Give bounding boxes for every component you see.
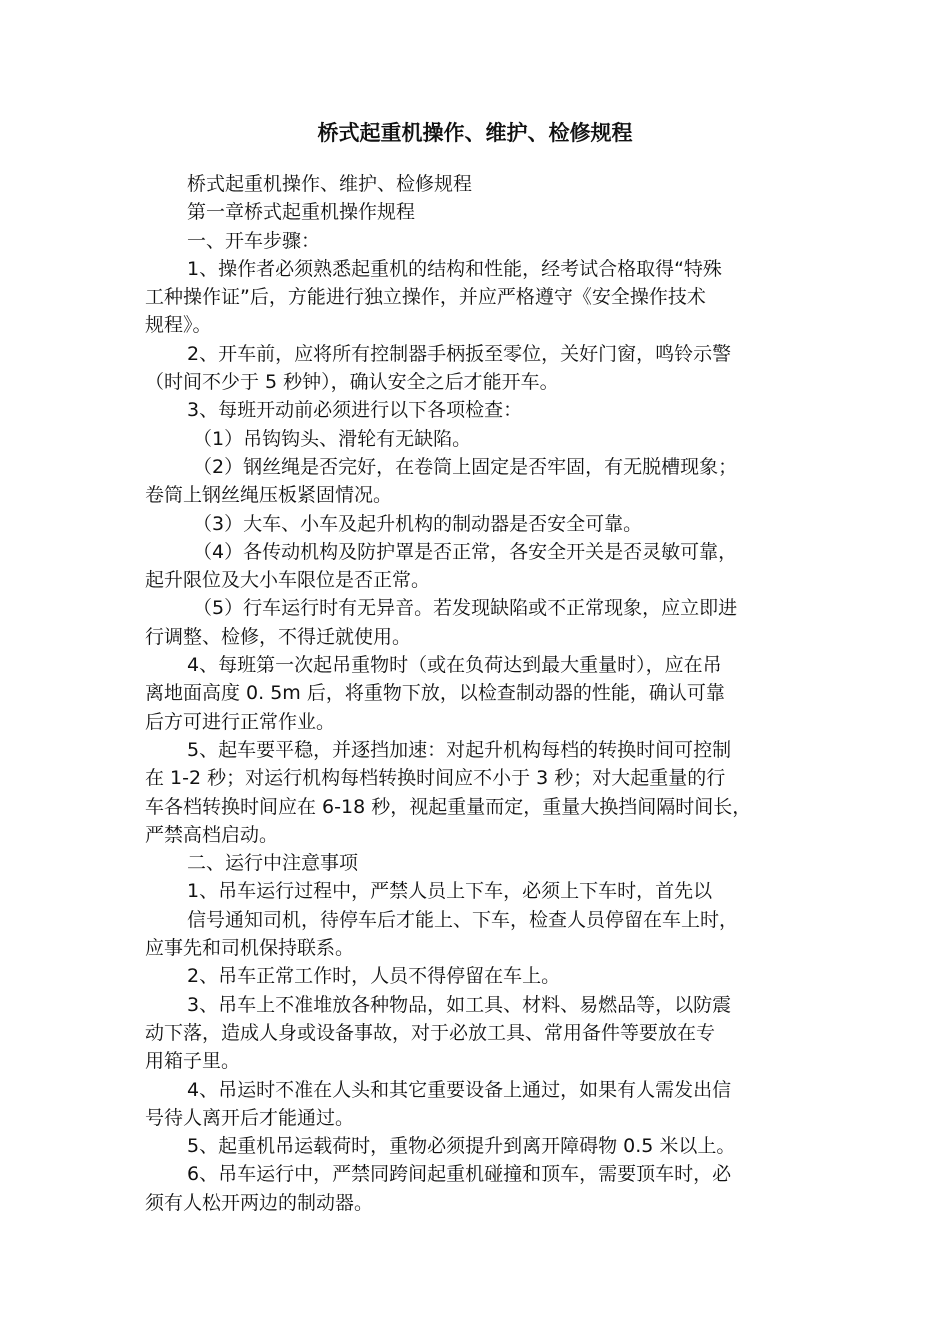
text-line: （时间不少于 5 秒钟），确认安全之后才能开车。 — [145, 371, 559, 394]
text-line: 车各档转换时间应在 6-18 秒，视起重量而定，重量大换挡间隔时间长， — [145, 795, 752, 818]
text-line: 4、每班第一次起吊重物时（或在负荷达到最大重量时），应在吊 — [187, 654, 722, 677]
text-line: 后方可进行正常作业。 — [145, 710, 336, 733]
text-line: 第一章桥式起重机操作规程 — [187, 201, 416, 224]
text-line: 一、开车步骤： — [187, 229, 321, 252]
text-line: 规程》。 — [145, 314, 212, 337]
text-line: 1、吊车运行过程中，严禁人员上下车，必须上下车时，首先以 — [187, 880, 713, 903]
text-line: 4、吊运时不准在人头和其它重要设备上通过，如果有人需发出信 — [187, 1078, 732, 1101]
text-line: 动下落，造成人身或设备事故，对于必放工具、常用备件等要放在专 — [145, 1021, 716, 1044]
text-line: 信号通知司机，待停车后才能上、下车，检查人员停留在车上时， — [187, 908, 739, 931]
text-line: 严禁高档启动。 — [145, 823, 279, 846]
text-line: （1）吊钩钩头、滑轮有无缺陷。 — [193, 427, 472, 450]
text-line: 用箱子里。 — [145, 1050, 241, 1073]
text-line: （4）各传动机构及防护罩是否正常，各安全开关是否灵敏可靠， — [193, 540, 738, 563]
text-line: 工种操作证”后，方能进行独立操作，并应严格遵守《安全操作技术 — [145, 286, 706, 309]
text-line: 3、每班开动前必须进行以下各项检查： — [187, 399, 523, 422]
text-line: 起升限位及大小车限位是否正常。 — [145, 569, 431, 592]
text-line: （3）大车、小车及起升机构的制动器是否安全可靠。 — [193, 512, 643, 535]
text-line: 行调整、检修，不得迁就使用。 — [145, 625, 412, 648]
text-line: 桥式起重机操作、维护、检修规程 — [187, 173, 473, 195]
text-line: 2、吊车正常工作时，人员不得停留在车上。 — [187, 965, 561, 988]
text-line: 3、吊车上不准堆放各种物品，如工具、材料、易燃品等，以防震 — [187, 993, 732, 1016]
document-body — [145, 170, 821, 1217]
text-line: 5、起车要平稳，并逐挡加速：对起升机构每档的转换时间可控制 — [187, 738, 732, 761]
text-line: 号待人离开后才能通过。 — [145, 1106, 355, 1129]
text-line: 二、运行中注意事项 — [187, 852, 359, 875]
text-line: 2、开车前，应将所有控制器手柄扳至零位，关好门窗，鸣铃示警 — [187, 342, 732, 365]
document-title: 桥式起重机操作、维护、检修规程 — [317, 121, 633, 145]
text-line: 1、操作者必须熟悉起重机的结构和性能，经考试合格取得“特殊 — [187, 257, 722, 280]
text-line: 离地面高度 0. 5m 后，将重物下放，以检查制动器的性能，确认可靠 — [145, 682, 725, 705]
text-line: 应事先和司机保持联系。 — [145, 937, 355, 960]
text-line: 卷筒上钢丝绳压板紧固情况。 — [145, 484, 393, 507]
text-line: （2）钢丝绳是否完好，在卷筒上固定是否牢固，有无脱槽现象； — [193, 455, 738, 478]
text-line: 在 1-2 秒；对运行机构每档转换时间应不小于 3 秒；对大起重量的行 — [145, 767, 726, 790]
text-line: 须有人松开两边的制动器。 — [145, 1191, 374, 1214]
text-line: （5）行车运行时有无异音。若发现缺陷或不正常现象，应立即进 — [193, 597, 738, 620]
text-line: 5、起重机吊运载荷时，重物必须提升到离开障碍物 0.5 米以上。 — [187, 1135, 736, 1158]
text-line: 6、吊车运行中，严禁同跨间起重机碰撞和顶车，需要顶车时，必 — [187, 1163, 732, 1186]
